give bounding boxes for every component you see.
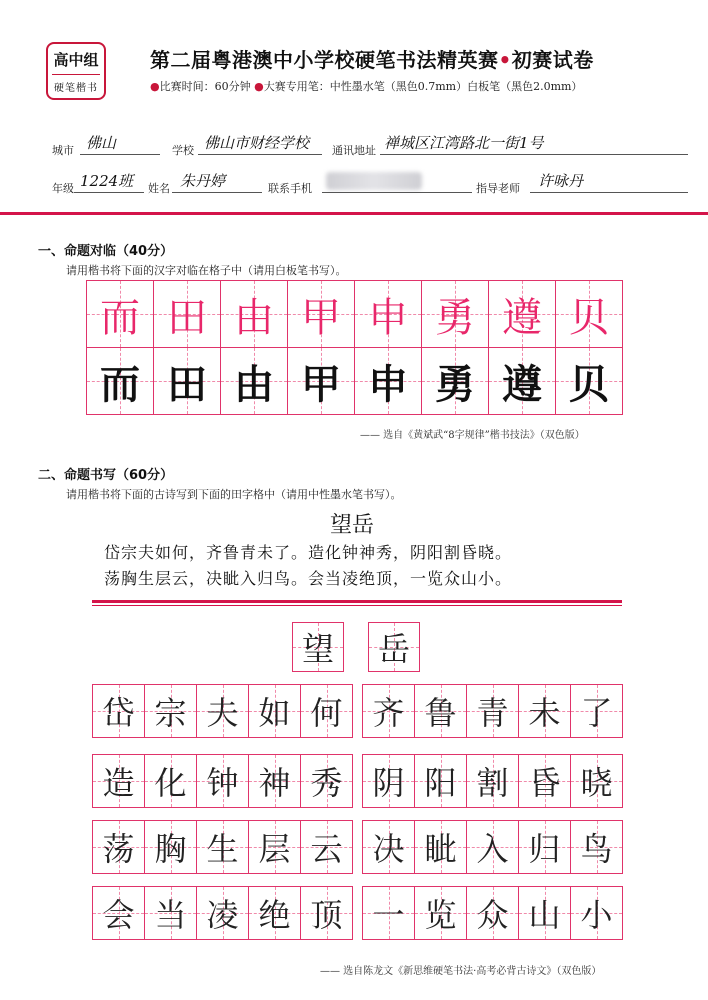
model-cell	[555, 280, 623, 348]
written-char: 田	[167, 361, 207, 408]
poem-cell	[466, 886, 519, 940]
poem-cell	[570, 684, 623, 738]
written-cell	[153, 347, 221, 415]
poem-char: 未	[528, 694, 561, 732]
badge-category: 硬笔楷书	[54, 83, 98, 94]
written-char: 甲	[301, 361, 341, 408]
written-char: 勇	[435, 361, 475, 408]
poem-divider-top	[92, 600, 622, 603]
poem-char: 层	[258, 830, 291, 868]
exam-time: 比赛时间：60分钟	[159, 80, 251, 93]
written-char: 申	[368, 361, 408, 408]
model-char: 田	[167, 294, 207, 341]
section2-title: 二、命题书写（60分）	[38, 468, 174, 483]
poem-char: 山	[528, 896, 561, 934]
city-label: 城市	[52, 144, 74, 157]
poem-cell	[466, 754, 519, 808]
poem-char: 鲁	[424, 694, 457, 732]
written-title-cell	[368, 622, 420, 672]
poem-char: 晓	[580, 764, 613, 802]
written-title-char: 望	[301, 630, 334, 668]
poem-char: 决	[372, 830, 405, 868]
poem-cell	[414, 886, 467, 940]
poem-char: 顶	[310, 896, 343, 934]
poem-cell	[92, 684, 145, 738]
written-cell	[86, 347, 154, 415]
teacher-value: 许咏丹	[538, 172, 584, 190]
title-dot: •	[498, 48, 512, 72]
teacher-line	[530, 192, 688, 193]
poem-cell	[414, 754, 467, 808]
poem-cell	[300, 886, 353, 940]
poem-cell	[362, 820, 415, 874]
model-char: 遵	[502, 294, 542, 341]
poem-char: 览	[424, 896, 457, 934]
poem-cell	[570, 886, 623, 940]
poem-char: 胸	[154, 830, 187, 868]
address-label: 通讯地址	[332, 144, 376, 157]
written-cell	[421, 347, 489, 415]
badge-group: 高中组	[53, 51, 99, 69]
section2-instruction: 请用楷书将下面的古诗写到下面的田字格中（请用中性墨水笔书写）。	[66, 488, 402, 501]
poem-char: 绝	[258, 896, 291, 934]
poem-char: 秀	[310, 764, 343, 802]
written-char: 贝	[569, 361, 609, 408]
name-line	[172, 192, 262, 193]
poem-char: 昏	[528, 764, 561, 802]
written-char: 遵	[502, 361, 542, 408]
poem-char: 鸟	[580, 830, 613, 868]
poem-cell	[248, 754, 301, 808]
bullet-icon: ●	[254, 80, 264, 93]
header-divider	[0, 212, 708, 215]
section1-grid	[86, 280, 626, 420]
poem-char: 如	[258, 694, 291, 732]
poem-cell	[518, 684, 571, 738]
poem-cell	[300, 820, 353, 874]
title-main: 第二届粤港澳中小学校硬笔书法精英赛	[150, 48, 499, 72]
poem-char: 当	[154, 896, 187, 934]
written-cell	[354, 347, 422, 415]
poem-cell	[466, 820, 519, 874]
poem-char: 阴	[372, 764, 405, 802]
poem-cell	[248, 886, 301, 940]
model-char: 甲	[301, 294, 341, 341]
exam-info-line	[150, 78, 582, 94]
poem-char: 荡	[102, 830, 135, 868]
grade-label: 年级	[52, 182, 74, 195]
poem-line-2: 荡胸生层云，决眦入归鸟。会当凌绝顶，一览众山小。	[104, 569, 513, 588]
poem-char: 割	[476, 764, 509, 802]
poem-cell	[300, 754, 353, 808]
address-value: 禅城区江湾路北一街1号	[384, 134, 544, 152]
poem-cell	[144, 886, 197, 940]
poem-grid	[92, 684, 622, 954]
section1-instruction: 请用楷书将下面的汉字对临在格子中（请用白板笔书写）。	[66, 264, 347, 277]
model-cell	[354, 280, 422, 348]
poem-cell	[414, 820, 467, 874]
poem-char: 阳	[424, 764, 457, 802]
badge-divider	[52, 74, 100, 75]
page-title	[150, 44, 594, 73]
poem-char: 岱	[102, 694, 135, 732]
written-cell	[220, 347, 288, 415]
written-cell	[287, 347, 355, 415]
poem-char: 化	[154, 764, 187, 802]
poem-cell	[144, 684, 197, 738]
section1-source: —— 选自《黄斌武“8字规律”楷书技法》（双色版）	[360, 430, 585, 441]
model-cell	[488, 280, 556, 348]
section2-source: —— 选自陈龙文《新思维硬笔书法·高考必背古诗文》（双色版）	[320, 966, 602, 977]
poem-cell	[570, 820, 623, 874]
poem-cell	[362, 754, 415, 808]
poem-char: 夫	[206, 694, 239, 732]
address-line	[380, 154, 688, 155]
poem-char: 青	[476, 694, 509, 732]
poem-cell	[518, 820, 571, 874]
poem-char: 眦	[424, 830, 457, 868]
model-cell	[153, 280, 221, 348]
poem-cell	[248, 684, 301, 738]
poem-char: 生	[206, 830, 239, 868]
written-cell	[555, 347, 623, 415]
model-cell	[86, 280, 154, 348]
section1-title: 一、命题对临（40分）	[38, 244, 174, 259]
poem-cell	[518, 754, 571, 808]
poem-char: 会	[102, 896, 135, 934]
poem-char: 众	[476, 896, 509, 934]
poem-char: 一	[372, 896, 405, 934]
grade-value: 1224班	[80, 172, 134, 190]
school-value: 佛山市财经学校	[204, 134, 310, 152]
phone-label: 联系手机	[268, 182, 312, 195]
poem-char: 小	[580, 896, 613, 934]
model-char: 由	[234, 294, 274, 341]
poem-char: 齐	[372, 694, 405, 732]
grade-line	[74, 192, 144, 193]
group-badge	[46, 42, 106, 100]
written-char: 而	[100, 361, 140, 408]
exam-pen: 大赛专用笔：中性墨水笔（黑色0.7mm）白板笔（黑色2.0mm）	[263, 80, 583, 93]
model-cell	[421, 280, 489, 348]
teacher-label: 指导老师	[476, 182, 520, 195]
written-title-cell	[292, 622, 344, 672]
title-tail: 初赛试卷	[511, 48, 594, 72]
poem-char: 神	[258, 764, 291, 802]
written-cell	[488, 347, 556, 415]
poem-char: 钟	[206, 764, 239, 802]
model-char: 申	[368, 294, 408, 341]
poem-cell	[414, 684, 467, 738]
poem-cell	[466, 684, 519, 738]
poem-cell	[196, 820, 249, 874]
poem-char: 宗	[154, 694, 187, 732]
written-char: 由	[234, 361, 274, 408]
poem-line-1: 岱宗夫如何，齐鲁青未了。造化钟神秀，阴阳割昏晓。	[104, 543, 513, 562]
poem-char: 归	[528, 830, 561, 868]
poem-cell	[196, 754, 249, 808]
written-title-char: 岳	[377, 630, 410, 668]
model-char: 贝	[569, 294, 609, 341]
model-char: 而	[100, 294, 140, 341]
poem-title: 望岳	[330, 513, 375, 538]
school-label: 学校	[172, 144, 194, 157]
model-cell	[220, 280, 288, 348]
poem-char: 凌	[206, 896, 239, 934]
bullet-icon: ●	[150, 80, 160, 93]
poem-cell	[362, 684, 415, 738]
poem-char: 了	[580, 694, 613, 732]
poem-cell	[248, 820, 301, 874]
school-line	[198, 154, 322, 155]
poem-cell	[300, 684, 353, 738]
poem-cell	[570, 754, 623, 808]
name-label: 姓名	[148, 182, 170, 195]
phone-line	[322, 192, 472, 193]
poem-cell	[362, 886, 415, 940]
city-line	[80, 154, 160, 155]
city-value: 佛山	[86, 134, 117, 152]
poem-cell	[518, 886, 571, 940]
poem-cell	[196, 886, 249, 940]
name-value: 朱丹婷	[180, 172, 226, 190]
poem-divider-thin	[92, 605, 622, 606]
poem-cell	[196, 684, 249, 738]
poem-char: 造	[102, 764, 135, 802]
poem-cell	[144, 754, 197, 808]
model-cell	[287, 280, 355, 348]
poem-cell	[92, 754, 145, 808]
poem-cell	[144, 820, 197, 874]
poem-char: 云	[310, 830, 343, 868]
poem-cell	[92, 820, 145, 874]
model-char: 勇	[435, 294, 475, 341]
phone-redacted	[326, 172, 422, 190]
poem-char: 入	[476, 830, 509, 868]
poem-cell	[92, 886, 145, 940]
poem-char: 何	[310, 694, 343, 732]
